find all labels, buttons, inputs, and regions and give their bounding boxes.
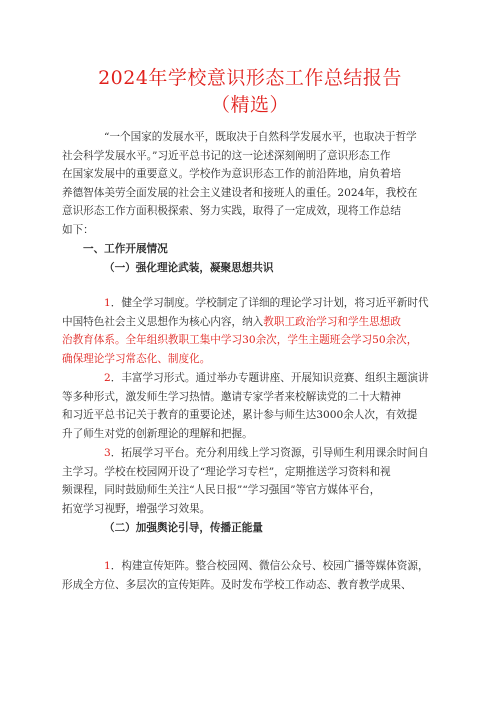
subsection-heading: （一）强化理论武装，凝聚思想共识 — [104, 261, 274, 274]
intro-line: 社会科学发展水平。”习近平总书记的这一论述深刻阐明了意识形态工作 — [62, 149, 391, 162]
item-text: 和习近平总书记关于教育的重要论述，累计参与师生达3000余人次，有效提 — [62, 409, 418, 422]
item-text: 频课程，同时鼓励师生关注“人民日报”“学习强国”等官方媒体平台， — [62, 484, 381, 497]
document-subtitle: （精选） — [210, 94, 289, 116]
item-text: 等多种形式，激发师生学习热情。邀请专家学者来校解读党的二十大精神 — [62, 390, 401, 403]
intro-paragraph — [62, 128, 442, 240]
item-number: 1 — [104, 560, 111, 572]
item-text-highlight: 教职工政治学习和学生思想政 — [263, 315, 401, 328]
item-text: ．拓展学习平台。充分利用线上学习资源，引导师生利用课余时间自 — [110, 447, 429, 459]
section-guidance — [62, 519, 442, 538]
intro-line: 养德智体美劳全面发展的社会主义建设者和接班人的重任。2024年，我校在 — [62, 186, 418, 199]
item-text-highlight: 治教育体系。全年组织教职工集中学习30余次，学生主题班会学习50余次， — [62, 334, 418, 347]
item-text: ．丰富学习形式。通过举办专题讲座、开展知识竞赛、组织主题演讲 — [110, 372, 429, 384]
item-text: 拓宽学习视野，增强学习效果。 — [62, 502, 211, 515]
item-text: 形成全方位、多层次的宣传矩阵。及时发布学校工作动态、教育教学成果、 — [62, 578, 412, 591]
item-text: 升了师生对党的创新理论的理解和把握。 — [62, 427, 253, 440]
item-number: 2 — [104, 372, 111, 384]
intro-line: 如下： — [62, 223, 94, 236]
intro-line: 在国家发展中的重要意义。学校作为意识形态工作的前沿阵地，肩负着培 — [62, 168, 401, 181]
item-text: ．构建宣传矩阵。整合校园网、微信公众号、校园广播等媒体资源， — [110, 560, 429, 572]
intro-line: “一个国家的发展水平，既取决于自然科学发展水平，也取决于哲学 — [104, 131, 417, 143]
document-title: 2024年学校意识形态工作总结报告 — [98, 67, 402, 89]
item-publicity — [62, 557, 442, 594]
section-heading: 一、工作开展情况 — [83, 243, 168, 255]
item-text: 中国特色社会主义思想作为核心内容，纳入 — [62, 315, 264, 328]
item-study-system — [62, 294, 442, 368]
intro-line: 意识形态工作方面积极探索、努力实践，取得了一定成效，现将工作总结 — [62, 205, 401, 218]
item-text-highlight: 确保理论学习常态化、制度化。 — [62, 352, 211, 365]
section-work — [62, 240, 442, 277]
item-number: 3 — [104, 447, 111, 459]
subsection-heading: （二）加强舆论引导，传播正能量 — [104, 522, 263, 534]
item-text: ．健全学习制度。学校制定了详细的理论学习计划，将习近平新时代 — [110, 297, 429, 309]
item-study-platform — [62, 444, 442, 518]
item-number: 1 — [104, 297, 111, 309]
item-study-forms — [62, 369, 442, 443]
item-text: 主学习。学校在校园网开设了“理论学习专栏”，定期推送学习资料和视 — [62, 465, 391, 478]
